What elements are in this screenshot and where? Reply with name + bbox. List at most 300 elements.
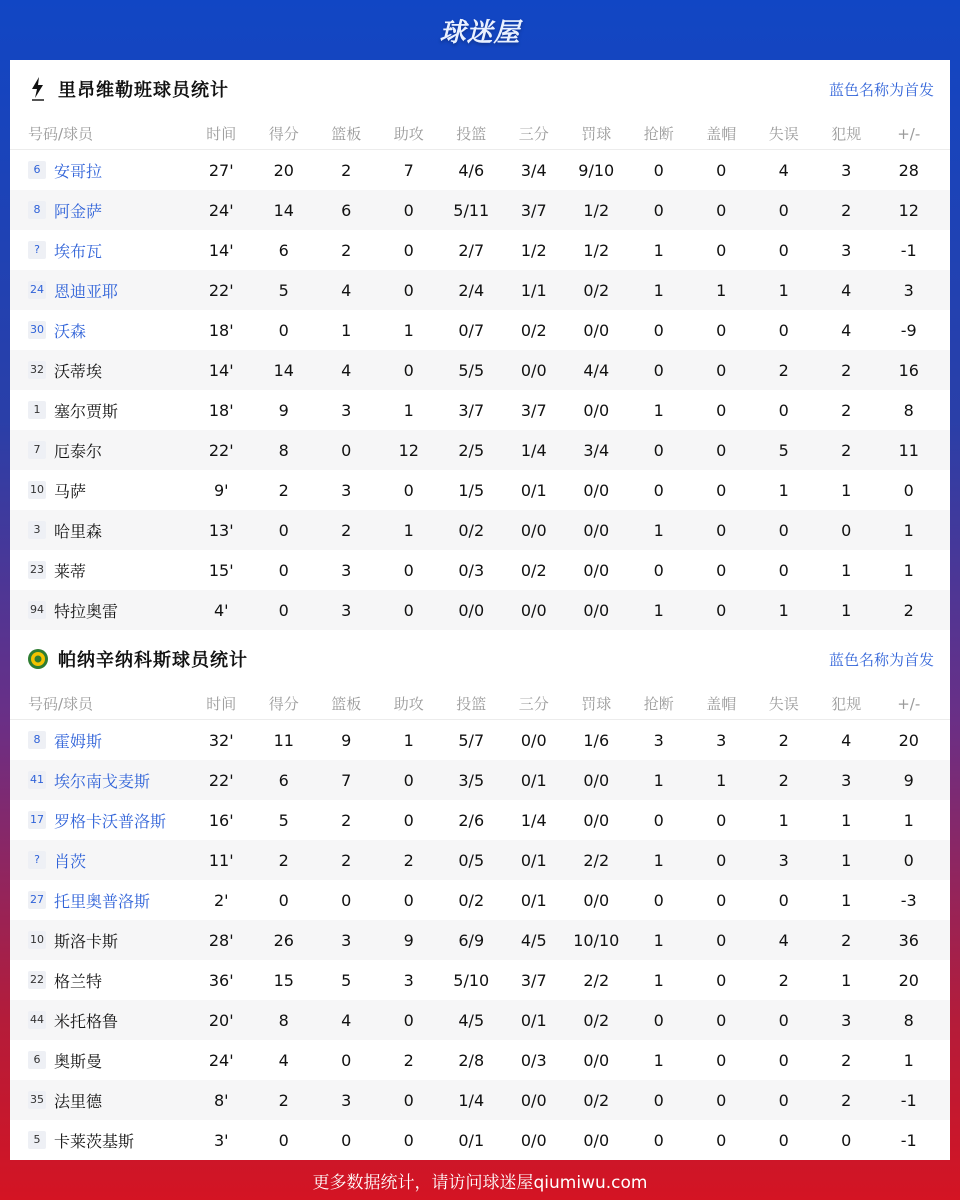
table-header xyxy=(10,118,950,150)
stat-cell: 0 xyxy=(403,890,414,910)
stat-cell: 1 xyxy=(841,850,852,870)
stat-cell: 1/2 xyxy=(520,240,547,260)
player-cell xyxy=(10,1049,190,1072)
stat-cell: 0 xyxy=(653,810,664,830)
stat-cell: 20' xyxy=(208,1010,234,1030)
player-cell xyxy=(10,159,190,182)
stat-cell: 16' xyxy=(208,810,234,830)
player-row xyxy=(10,720,950,760)
stat-cell: 1 xyxy=(403,320,414,340)
stat-cell: 5 xyxy=(278,810,289,830)
stat-cell: 0/0 xyxy=(520,1090,547,1110)
jersey-number: ? xyxy=(28,851,46,869)
stat-cell: 5 xyxy=(341,970,352,990)
stat-cell: 0 xyxy=(653,1130,664,1150)
footer-banner xyxy=(0,1160,960,1200)
stat-cell: 3 xyxy=(716,730,727,750)
stat-cell: 36' xyxy=(208,970,234,990)
stat-cell: 0/0 xyxy=(583,480,610,500)
stat-cell: 0 xyxy=(278,890,289,910)
player-row xyxy=(10,230,950,270)
stat-cell: 24' xyxy=(208,1050,234,1070)
stat-cell: 0 xyxy=(278,560,289,580)
stat-cell: 2 xyxy=(778,770,789,790)
stat-cell: 0 xyxy=(841,1130,852,1150)
stat-cell: 2 xyxy=(841,1090,852,1110)
stat-cell: 0 xyxy=(653,160,664,180)
player-cell xyxy=(10,849,190,872)
stat-cell: 1 xyxy=(778,600,789,620)
stat-cell: 3 xyxy=(841,770,852,790)
stat-cell: 0 xyxy=(716,160,727,180)
stat-cell: 5 xyxy=(778,440,789,460)
stat-cell: 1 xyxy=(841,560,852,580)
column-header: 盖帽 xyxy=(706,125,737,143)
stat-cell: 0 xyxy=(341,890,352,910)
stat-cell: 4 xyxy=(341,280,352,300)
player-row xyxy=(10,760,950,800)
stat-cell: 6 xyxy=(278,770,289,790)
jersey-number: 27 xyxy=(28,891,46,909)
stat-cell: 3 xyxy=(653,730,664,750)
stat-cell: 0 xyxy=(778,890,789,910)
stat-cell: 1 xyxy=(653,240,664,260)
stat-cell: 2 xyxy=(778,730,789,750)
stat-cell: 6/9 xyxy=(458,930,485,950)
brand-bar xyxy=(0,0,960,60)
stat-cell: 4/5 xyxy=(458,1010,485,1030)
player-cell xyxy=(10,199,190,222)
stat-cell: 0 xyxy=(403,240,414,260)
stat-cell: 3 xyxy=(903,280,914,300)
stat-cell: 1/5 xyxy=(458,480,485,500)
stat-cell: 1 xyxy=(778,810,789,830)
stat-cell: 0/0 xyxy=(520,730,547,750)
stat-cell: -1 xyxy=(900,1130,917,1150)
stat-cell: 4/4 xyxy=(583,360,610,380)
stat-cell: 3 xyxy=(341,930,352,950)
stat-cell: 0/3 xyxy=(458,560,485,580)
player-row xyxy=(10,840,950,880)
stat-cell: 0/1 xyxy=(520,890,547,910)
stat-cell: 4' xyxy=(213,600,229,620)
column-header: 得分 xyxy=(268,695,299,713)
stat-cell: 3/4 xyxy=(520,160,547,180)
stat-cell: 0 xyxy=(653,1010,664,1030)
stat-cell: 9/10 xyxy=(578,160,615,180)
player-name[interactable]: 托里奥普洛斯 xyxy=(54,891,151,911)
player-name: 斯洛卡斯 xyxy=(54,931,119,951)
stat-cell: -9 xyxy=(900,320,917,340)
stat-cell: 2 xyxy=(841,400,852,420)
stat-cell: 1/4 xyxy=(458,1090,485,1110)
player-cell xyxy=(10,1089,190,1112)
stat-cell: 3 xyxy=(341,1090,352,1110)
stat-cell: 2 xyxy=(341,520,352,540)
player-cell xyxy=(10,769,190,792)
stat-cell: 8 xyxy=(903,400,914,420)
stat-cell: 26 xyxy=(273,930,294,950)
stat-cell: 0/0 xyxy=(583,400,610,420)
stat-cell: 2/7 xyxy=(458,240,485,260)
stat-cell: 4 xyxy=(341,360,352,380)
player-row xyxy=(10,350,950,390)
stat-cell: 0 xyxy=(403,480,414,500)
stat-cell: 1/1 xyxy=(520,280,547,300)
player-row xyxy=(10,920,950,960)
stat-cell: 0 xyxy=(778,320,789,340)
jersey-number: 94 xyxy=(28,601,46,619)
stat-cell: 0 xyxy=(278,600,289,620)
stat-cell: 2 xyxy=(841,930,852,950)
stat-cell: 32' xyxy=(208,730,234,750)
stat-cell: 0 xyxy=(778,560,789,580)
stat-cell: 2 xyxy=(841,440,852,460)
stat-cell: 0/0 xyxy=(520,1130,547,1150)
player-table xyxy=(10,150,950,630)
stat-cell: 1/6 xyxy=(583,730,610,750)
stat-cell: 5 xyxy=(278,280,289,300)
jersey-number: 3 xyxy=(28,521,46,539)
stat-cell: 0 xyxy=(341,1050,352,1070)
stat-cell: 14 xyxy=(273,360,294,380)
stat-cell: 3 xyxy=(341,480,352,500)
stat-cell: 7 xyxy=(341,770,352,790)
player-name[interactable]: 埃布瓦 xyxy=(54,241,103,261)
player-row xyxy=(10,1120,950,1160)
column-header: 号码/球员 xyxy=(28,125,94,143)
stat-cell: 2/2 xyxy=(583,850,610,870)
stat-cell: 4 xyxy=(278,1050,289,1070)
stat-cell: 1 xyxy=(716,770,727,790)
stat-cell: 22' xyxy=(208,770,234,790)
stat-cell: 8 xyxy=(278,1010,289,1030)
stat-cell: 1 xyxy=(841,480,852,500)
player-name: 莱蒂 xyxy=(54,561,87,581)
stat-cell: 2' xyxy=(213,890,229,910)
starter-legend: 蓝色名称为首发 xyxy=(828,650,934,669)
stat-cell: 1 xyxy=(653,520,664,540)
stat-cell: 0 xyxy=(278,320,289,340)
stat-cell: 28 xyxy=(898,160,919,180)
stat-cell: 1 xyxy=(653,280,664,300)
stat-cell: 2/6 xyxy=(458,810,485,830)
column-header: 犯规 xyxy=(831,125,862,143)
stat-cell: 0 xyxy=(278,1130,289,1150)
stat-cell: 1 xyxy=(403,400,414,420)
stat-cell: 0 xyxy=(403,600,414,620)
player-name[interactable]: 霍姆斯 xyxy=(54,731,103,751)
stat-cell: 0 xyxy=(778,1050,789,1070)
stat-cell: 0 xyxy=(716,520,727,540)
column-header: 篮板 xyxy=(331,695,362,713)
stat-cell: 0/0 xyxy=(583,600,610,620)
player-name: 特拉奥雷 xyxy=(54,601,119,621)
stat-cell: 3/7 xyxy=(520,200,547,220)
jersey-number: 1 xyxy=(28,401,46,419)
stat-cell: 1 xyxy=(653,930,664,950)
stat-cell: 9 xyxy=(403,930,414,950)
stat-cell: 36 xyxy=(898,930,919,950)
player-name: 塞尔贾斯 xyxy=(54,401,119,421)
column-header: 投篮 xyxy=(456,695,487,713)
player-name: 沃蒂埃 xyxy=(54,361,103,381)
stat-cell: 0 xyxy=(403,200,414,220)
player-row xyxy=(10,880,950,920)
player-row xyxy=(10,190,950,230)
stat-cell: 0 xyxy=(716,890,727,910)
stat-cell: 0/0 xyxy=(583,770,610,790)
jersey-number: 22 xyxy=(28,971,46,989)
column-header: 时间 xyxy=(206,125,237,143)
stat-cell: 2 xyxy=(278,850,289,870)
column-header: 犯规 xyxy=(831,695,862,713)
stat-cell: 2 xyxy=(903,600,914,620)
stat-cell: 0 xyxy=(716,810,727,830)
stat-cell: 1/2 xyxy=(583,240,610,260)
column-header: +/- xyxy=(897,694,921,713)
stat-cell: 7 xyxy=(403,160,414,180)
stat-cell: 20 xyxy=(898,970,919,990)
stat-cell: 20 xyxy=(898,730,919,750)
jersey-number: 35 xyxy=(28,1091,46,1109)
player-name: 米托格鲁 xyxy=(54,1011,119,1031)
stat-cell: 0/0 xyxy=(583,1050,610,1070)
stat-cell: 1/2 xyxy=(583,200,610,220)
stat-cell: 1 xyxy=(778,480,789,500)
column-header: 罚球 xyxy=(581,695,612,713)
stat-cell: 8' xyxy=(213,1090,229,1110)
player-row xyxy=(10,390,950,430)
stat-cell: 0 xyxy=(716,320,727,340)
player-name[interactable]: 埃尔南戈麦斯 xyxy=(54,771,151,791)
stat-cell: 2 xyxy=(278,480,289,500)
player-name[interactable]: 罗格卡沃普洛斯 xyxy=(54,811,167,831)
player-name[interactable]: 肖茨 xyxy=(54,851,87,871)
player-name: 法里德 xyxy=(54,1091,103,1111)
player-cell xyxy=(10,399,190,422)
stat-cell: 0 xyxy=(403,1090,414,1110)
column-header: 罚球 xyxy=(581,125,612,143)
column-header: 失误 xyxy=(768,695,799,713)
stat-cell: 2 xyxy=(341,160,352,180)
stat-cell: 20 xyxy=(273,160,294,180)
stat-cell: 14 xyxy=(273,200,294,220)
footer-text: 更多数据统计，请访问球迷屋qiumiwu.com xyxy=(312,1172,648,1193)
player-cell xyxy=(10,599,190,622)
stat-cell: 0 xyxy=(716,440,727,460)
player-row xyxy=(10,430,950,470)
stat-cell: 0/2 xyxy=(520,320,547,340)
player-cell xyxy=(10,319,190,342)
stat-cell: 0 xyxy=(716,240,727,260)
stat-cell: 1 xyxy=(841,810,852,830)
player-name[interactable]: 安哥拉 xyxy=(54,161,103,181)
jersey-number: 6 xyxy=(28,161,46,179)
stat-cell: 1/4 xyxy=(520,810,547,830)
stat-cell: 0/0 xyxy=(583,890,610,910)
stats-panel xyxy=(10,60,950,1160)
stat-cell: 3/5 xyxy=(458,770,485,790)
stat-cell: 3 xyxy=(341,560,352,580)
stat-cell: 0 xyxy=(716,850,727,870)
player-table xyxy=(10,720,950,1160)
player-cell xyxy=(10,239,190,262)
stat-cell: 4 xyxy=(841,730,852,750)
stat-cell: 1 xyxy=(903,1050,914,1070)
player-cell xyxy=(10,969,190,992)
stat-cell: 0 xyxy=(716,400,727,420)
column-header: 三分 xyxy=(518,125,549,143)
stat-cell: 0/0 xyxy=(520,520,547,540)
stat-cell: 18' xyxy=(208,400,234,420)
jersey-number: 41 xyxy=(28,771,46,789)
stat-cell: 5/5 xyxy=(458,360,485,380)
stat-cell: 9' xyxy=(213,480,229,500)
stat-cell: 2/2 xyxy=(583,970,610,990)
stat-cell: 2/8 xyxy=(458,1050,485,1070)
player-cell xyxy=(10,929,190,952)
stat-cell: 27' xyxy=(208,160,234,180)
stat-cell: 0/2 xyxy=(520,560,547,580)
team-title: 帕纳辛纳科斯球员统计 xyxy=(58,650,248,671)
stat-cell: 0/0 xyxy=(520,360,547,380)
jersey-number: 24 xyxy=(28,281,46,299)
player-row xyxy=(10,270,950,310)
jersey-number: 30 xyxy=(28,321,46,339)
stat-cell: 0 xyxy=(716,930,727,950)
stat-cell: 0/2 xyxy=(583,280,610,300)
stat-cell: 1 xyxy=(903,520,914,540)
stat-cell: 3 xyxy=(778,850,789,870)
stat-cell: 4 xyxy=(778,930,789,950)
stat-cell: 9 xyxy=(903,770,914,790)
player-name[interactable]: 阿金萨 xyxy=(54,201,103,221)
stat-cell: 0 xyxy=(903,850,914,870)
team-header-1 xyxy=(10,60,950,118)
stat-cell: 0/2 xyxy=(583,1090,610,1110)
stat-cell: 0/0 xyxy=(583,320,610,340)
stat-cell: 0 xyxy=(716,1010,727,1030)
stat-cell: 0 xyxy=(653,440,664,460)
player-row xyxy=(10,800,950,840)
stat-cell: 11' xyxy=(208,850,234,870)
stat-cell: 16 xyxy=(898,360,919,380)
stat-cell: 0 xyxy=(716,360,727,380)
stat-cell: 14' xyxy=(208,240,234,260)
stat-cell: 1 xyxy=(778,280,789,300)
player-row xyxy=(10,510,950,550)
player-row xyxy=(10,1080,950,1120)
column-header: 助攻 xyxy=(393,695,424,713)
table-header xyxy=(10,688,950,720)
column-header: 助攻 xyxy=(393,125,424,143)
stat-cell: 2 xyxy=(778,360,789,380)
player-row xyxy=(10,550,950,590)
player-row xyxy=(10,960,950,1000)
jersey-number: 32 xyxy=(28,361,46,379)
team-header-2 xyxy=(10,630,950,688)
player-cell xyxy=(10,559,190,582)
player-name: 哈里森 xyxy=(54,521,103,541)
player-row xyxy=(10,470,950,510)
stat-cell: 9 xyxy=(278,400,289,420)
column-header: +/- xyxy=(897,124,921,143)
stat-cell: 0 xyxy=(341,440,352,460)
stat-cell: 2 xyxy=(841,1050,852,1070)
stat-cell: 0/0 xyxy=(583,560,610,580)
stat-cell: 1 xyxy=(653,400,664,420)
stat-cell: 1 xyxy=(653,770,664,790)
column-header: 盖帽 xyxy=(706,695,737,713)
stat-cell: 4/5 xyxy=(520,930,547,950)
stat-cell: 0 xyxy=(903,480,914,500)
stat-cell: 0 xyxy=(653,480,664,500)
player-name[interactable]: 沃森 xyxy=(54,321,87,341)
player-cell xyxy=(10,439,190,462)
column-header: 时间 xyxy=(206,695,237,713)
stat-cell: 2 xyxy=(841,200,852,220)
stat-cell: 0 xyxy=(278,520,289,540)
stat-cell: 0/0 xyxy=(458,600,485,620)
stat-cell: 0 xyxy=(716,560,727,580)
stat-cell: 2 xyxy=(278,1090,289,1110)
stat-cell: 0 xyxy=(778,1090,789,1110)
stat-cell: 22' xyxy=(208,280,234,300)
stat-cell: 1 xyxy=(403,520,414,540)
stat-cell: 3 xyxy=(341,400,352,420)
stat-cell: 0 xyxy=(716,1130,727,1150)
stat-cell: 18' xyxy=(208,320,234,340)
stat-cell: 0 xyxy=(716,970,727,990)
column-header: 抢断 xyxy=(643,125,674,143)
stat-cell: 5/10 xyxy=(453,970,490,990)
player-cell xyxy=(10,479,190,502)
stat-cell: 0 xyxy=(653,890,664,910)
stat-cell: 0 xyxy=(403,810,414,830)
stat-cell: 3/7 xyxy=(520,970,547,990)
stat-cell: 2 xyxy=(403,1050,414,1070)
player-name[interactable]: 恩迪亚耶 xyxy=(54,281,119,301)
stat-cell: 0 xyxy=(403,770,414,790)
stat-cell: 15 xyxy=(273,970,294,990)
stat-cell: 0 xyxy=(778,400,789,420)
stat-cell: 3 xyxy=(341,600,352,620)
stat-cell: 1 xyxy=(403,730,414,750)
team-title: 里昂维勒班球员统计 xyxy=(58,80,229,101)
stat-cell: 5/11 xyxy=(453,200,490,220)
stat-cell: 1 xyxy=(341,320,352,340)
jersey-number: 8 xyxy=(28,731,46,749)
player-row xyxy=(10,150,950,190)
stat-cell: 2 xyxy=(341,850,352,870)
stat-cell: 0 xyxy=(653,200,664,220)
stat-cell: 3/7 xyxy=(458,400,485,420)
jersey-number: 44 xyxy=(28,1011,46,1029)
team-section-1 xyxy=(10,60,950,630)
stat-cell: 3/4 xyxy=(583,440,610,460)
stat-cell: 12 xyxy=(398,440,419,460)
stat-cell: 2 xyxy=(403,850,414,870)
player-name: 卡莱茨基斯 xyxy=(54,1131,135,1151)
stat-cell: 11 xyxy=(898,440,919,460)
stat-cell: 2 xyxy=(841,360,852,380)
stat-cell: 1 xyxy=(841,600,852,620)
column-header: 三分 xyxy=(518,695,549,713)
stat-cell: 1/4 xyxy=(520,440,547,460)
stat-cell: 8 xyxy=(903,1010,914,1030)
stat-cell: 10/10 xyxy=(573,930,620,950)
